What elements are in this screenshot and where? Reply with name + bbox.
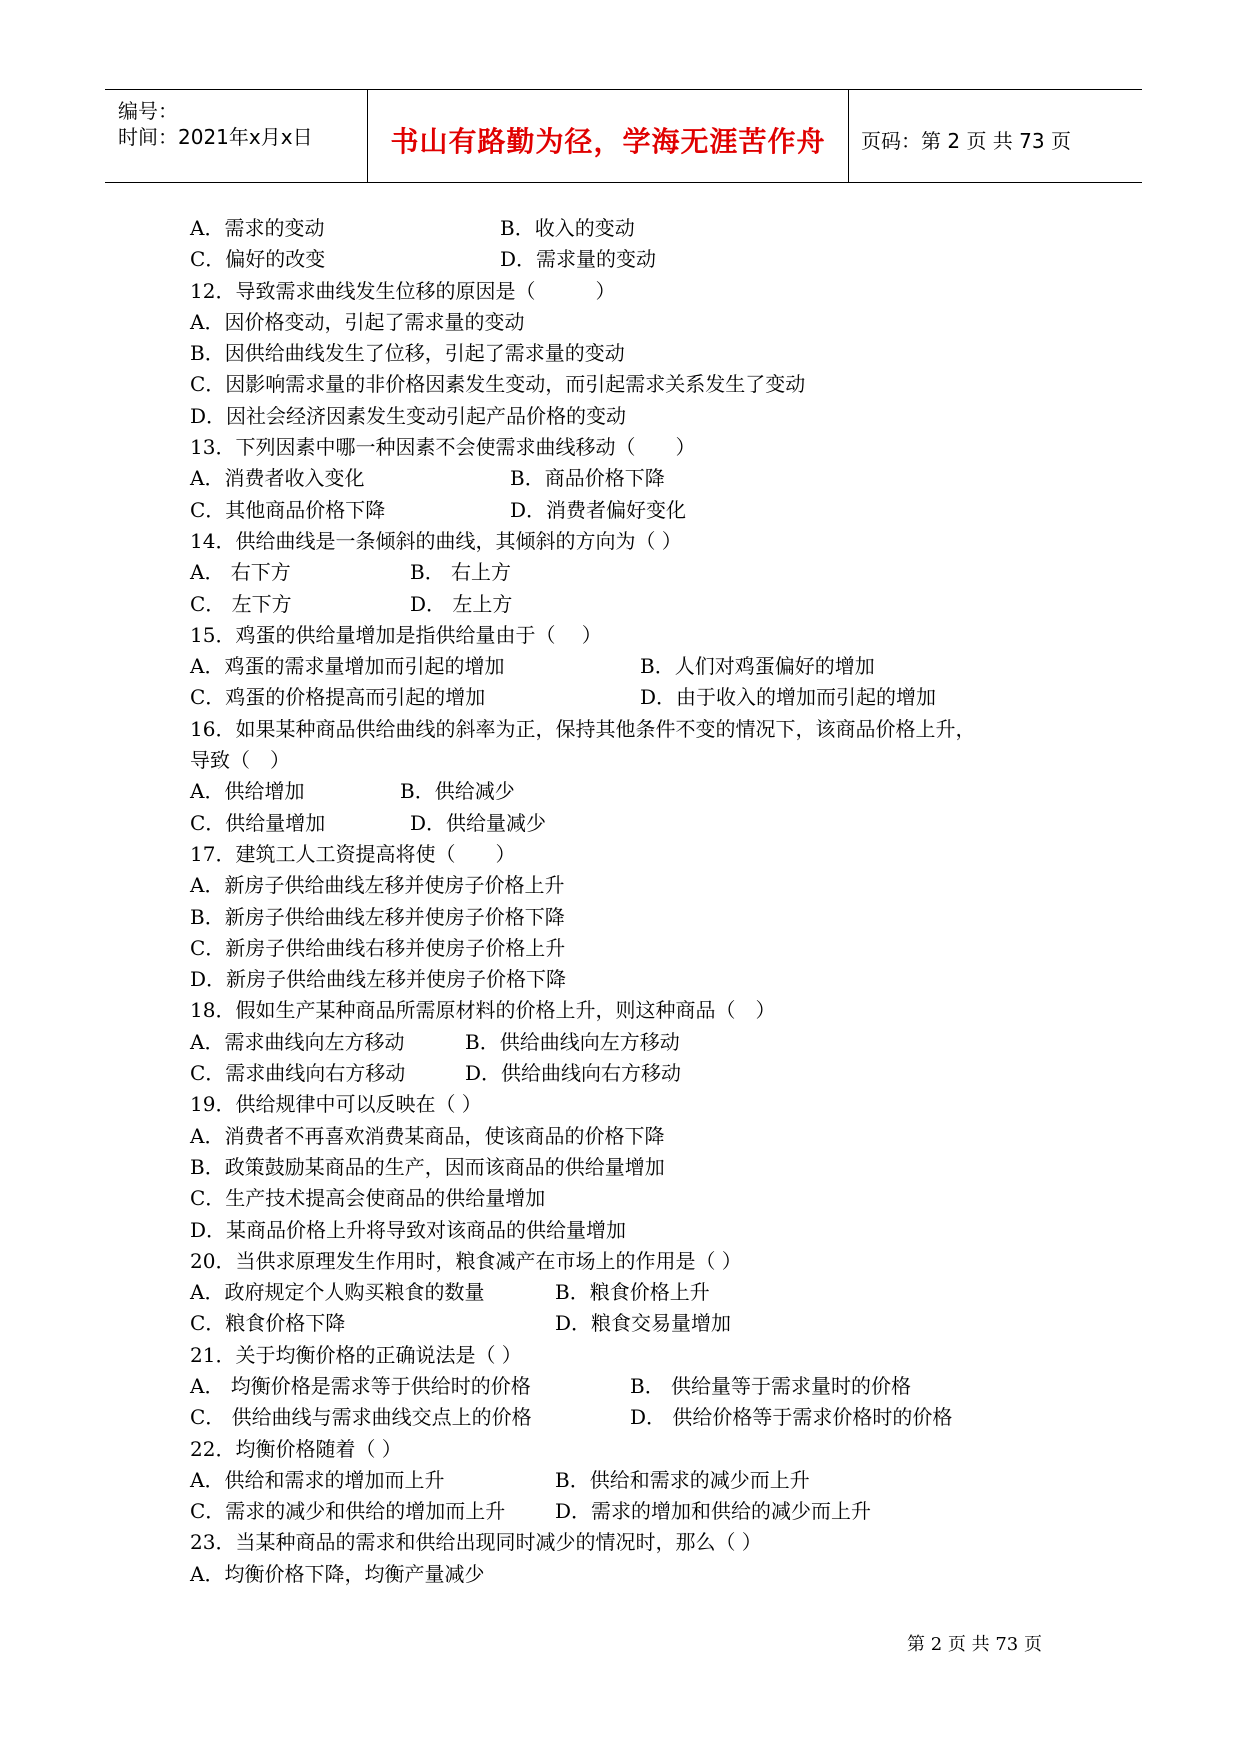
option-b: D．需求量的变动 (500, 247, 657, 272)
page-header (105, 89, 1142, 183)
text-line: C．生产技术提高会使商品的供给量增加 (190, 1186, 546, 1211)
option-a: C．供给量增加 (190, 810, 326, 835)
option-b: B． 供给量等于需求量时的价格 (630, 1373, 912, 1398)
option-a: C．其他商品价格下降 (190, 497, 386, 522)
option-b: D． 供给价格等于需求价格时的价格 (630, 1405, 953, 1430)
text-line: 16．如果某种商品供给曲线的斜率为正，保持其他条件不变的情况下，该商品价格上升， (190, 716, 976, 741)
text-line (190, 589, 1090, 620)
text-line: 21．关于均衡价格的正确说法是（ ） (190, 1342, 522, 1367)
option-a: C．需求曲线向右方移动 (190, 1061, 406, 1086)
option-b: D． 左上方 (410, 591, 513, 616)
time-label: 时间：2021年x月x日 (118, 125, 313, 149)
header-left-cell (105, 90, 367, 182)
option-a: A．需求的变动 (190, 216, 325, 240)
text-line (190, 1465, 1090, 1496)
text-line: 14．供给曲线是一条倾斜的曲线，其倾斜的方向为（ ） (190, 528, 682, 553)
text-line: B．政策鼓励某商品的生产，因而该商品的供给量增加 (190, 1154, 665, 1179)
text-line: D．新房子供给曲线左移并使房子价格下降 (190, 967, 567, 992)
text-line (190, 1058, 1090, 1089)
option-b: D．供给曲线向右方移动 (465, 1061, 682, 1086)
text-line (190, 1027, 1090, 1058)
text-line: 18．假如生产某种商品所需原材料的价格上升，则这种商品（ ） (190, 998, 776, 1023)
option-b: D．供给量减少 (410, 810, 547, 835)
text-line: 12．导致需求曲线发生位移的原因是（ ） (190, 278, 616, 303)
text-line: 13．下列因素中哪一种因素不会使需求曲线移动（ ） (190, 435, 696, 460)
text-line (190, 463, 1090, 494)
text-line (190, 776, 1090, 807)
page-footer: 第 2 页 共 73 页 (907, 1634, 1042, 1655)
option-b: D．由于收入的增加而引起的增加 (640, 685, 937, 710)
option-b: B．供给和需求的减少而上升 (555, 1467, 810, 1492)
option-b: B．粮食价格上升 (555, 1280, 710, 1305)
text-line: B．因供给曲线发生了位移，引起了需求量的变动 (190, 341, 625, 366)
option-a: A．供给增加 (190, 779, 305, 804)
text-line: D．某商品价格上升将导致对该商品的供给量增加 (190, 1217, 627, 1242)
option-a: A． 右下方 (190, 560, 291, 585)
serial-label: 编号： (118, 99, 178, 123)
text-line (190, 682, 1090, 713)
motto: 书山有路勤为径，学海无涯苦作舟 (390, 125, 826, 158)
text-line: 17．建筑工人工资提高将使（ ） (190, 841, 516, 866)
option-a: A．政府规定个人购买粮食的数量 (190, 1280, 485, 1305)
text-line: A．消费者不再喜欢消费某商品，使该商品的价格下降 (190, 1123, 665, 1148)
text-line (190, 651, 1090, 682)
option-a: A．需求曲线向左方移动 (190, 1029, 405, 1054)
option-a: C． 供给曲线与需求曲线交点上的价格 (190, 1405, 532, 1430)
option-a: A．鸡蛋的需求量增加而引起的增加 (190, 654, 505, 679)
option-a: A．消费者收入变化 (190, 466, 365, 491)
option-b: B．商品价格下降 (510, 466, 665, 491)
option-b: B．供给曲线向左方移动 (465, 1029, 680, 1054)
text-line (190, 495, 1090, 526)
text-line: B．新房子供给曲线左移并使房子价格下降 (190, 904, 565, 929)
option-b: B．收入的变动 (500, 216, 635, 240)
text-line: A．因价格变动，引起了需求量的变动 (190, 309, 525, 334)
header-middle-cell (367, 90, 849, 182)
option-a: C．粮食价格下降 (190, 1311, 346, 1336)
question-content (190, 213, 1090, 1590)
text-line: 导致（ ） (190, 748, 290, 773)
text-line: 15．鸡蛋的供给量增加是指供给量由于（ ） (190, 622, 602, 647)
text-line: 20．当供求原理发生作用时，粮食减产在市场上的作用是（ ） (190, 1248, 742, 1273)
text-line (190, 557, 1090, 588)
option-b: D．消费者偏好变化 (510, 497, 687, 522)
text-line (190, 213, 1090, 244)
text-line: 19．供给规律中可以反映在（ ） (190, 1092, 482, 1117)
text-line (190, 1308, 1090, 1339)
option-a: C．鸡蛋的价格提高而引起的增加 (190, 685, 486, 710)
option-b: D．需求的增加和供给的减少而上升 (555, 1499, 872, 1524)
text-line (190, 1277, 1090, 1308)
text-line (190, 244, 1090, 275)
option-b: D．粮食交易量增加 (555, 1311, 732, 1336)
option-a: C．偏好的改变 (190, 247, 326, 272)
option-b: B． 右上方 (410, 560, 512, 585)
text-line: C．因影响需求量的非价格因素发生变动，而引起需求关系发生了变动 (190, 372, 806, 397)
option-b: B．人们对鸡蛋偏好的增加 (640, 654, 875, 679)
option-b: B．供给减少 (400, 779, 515, 804)
text-line: D．因社会经济因素发生变动引起产品价格的变动 (190, 403, 627, 428)
option-a: C．需求的减少和供给的增加而上升 (190, 1499, 506, 1524)
page-code: 页码：第 2 页 共 73 页 (861, 129, 1071, 153)
text-line (190, 808, 1090, 839)
text-line: C．新房子供给曲线右移并使房子价格上升 (190, 935, 566, 960)
text-line: A．均衡价格下降，均衡产量减少 (190, 1561, 485, 1586)
text-line (190, 1496, 1090, 1527)
text-line: 23．当某种商品的需求和供给出现同时减少的情况时，那么（ ） (190, 1530, 762, 1555)
option-a: C． 左下方 (190, 591, 292, 616)
header-right-cell (849, 90, 1142, 182)
text-line (190, 1402, 1090, 1433)
text-line: A．新房子供给曲线左移并使房子价格上升 (190, 873, 565, 898)
text-line (190, 1371, 1090, 1402)
text-line: 22．均衡价格随着（ ） (190, 1436, 402, 1461)
option-a: A． 均衡价格是需求等于供给时的价格 (190, 1373, 531, 1398)
option-a: A．供给和需求的增加而上升 (190, 1467, 445, 1492)
